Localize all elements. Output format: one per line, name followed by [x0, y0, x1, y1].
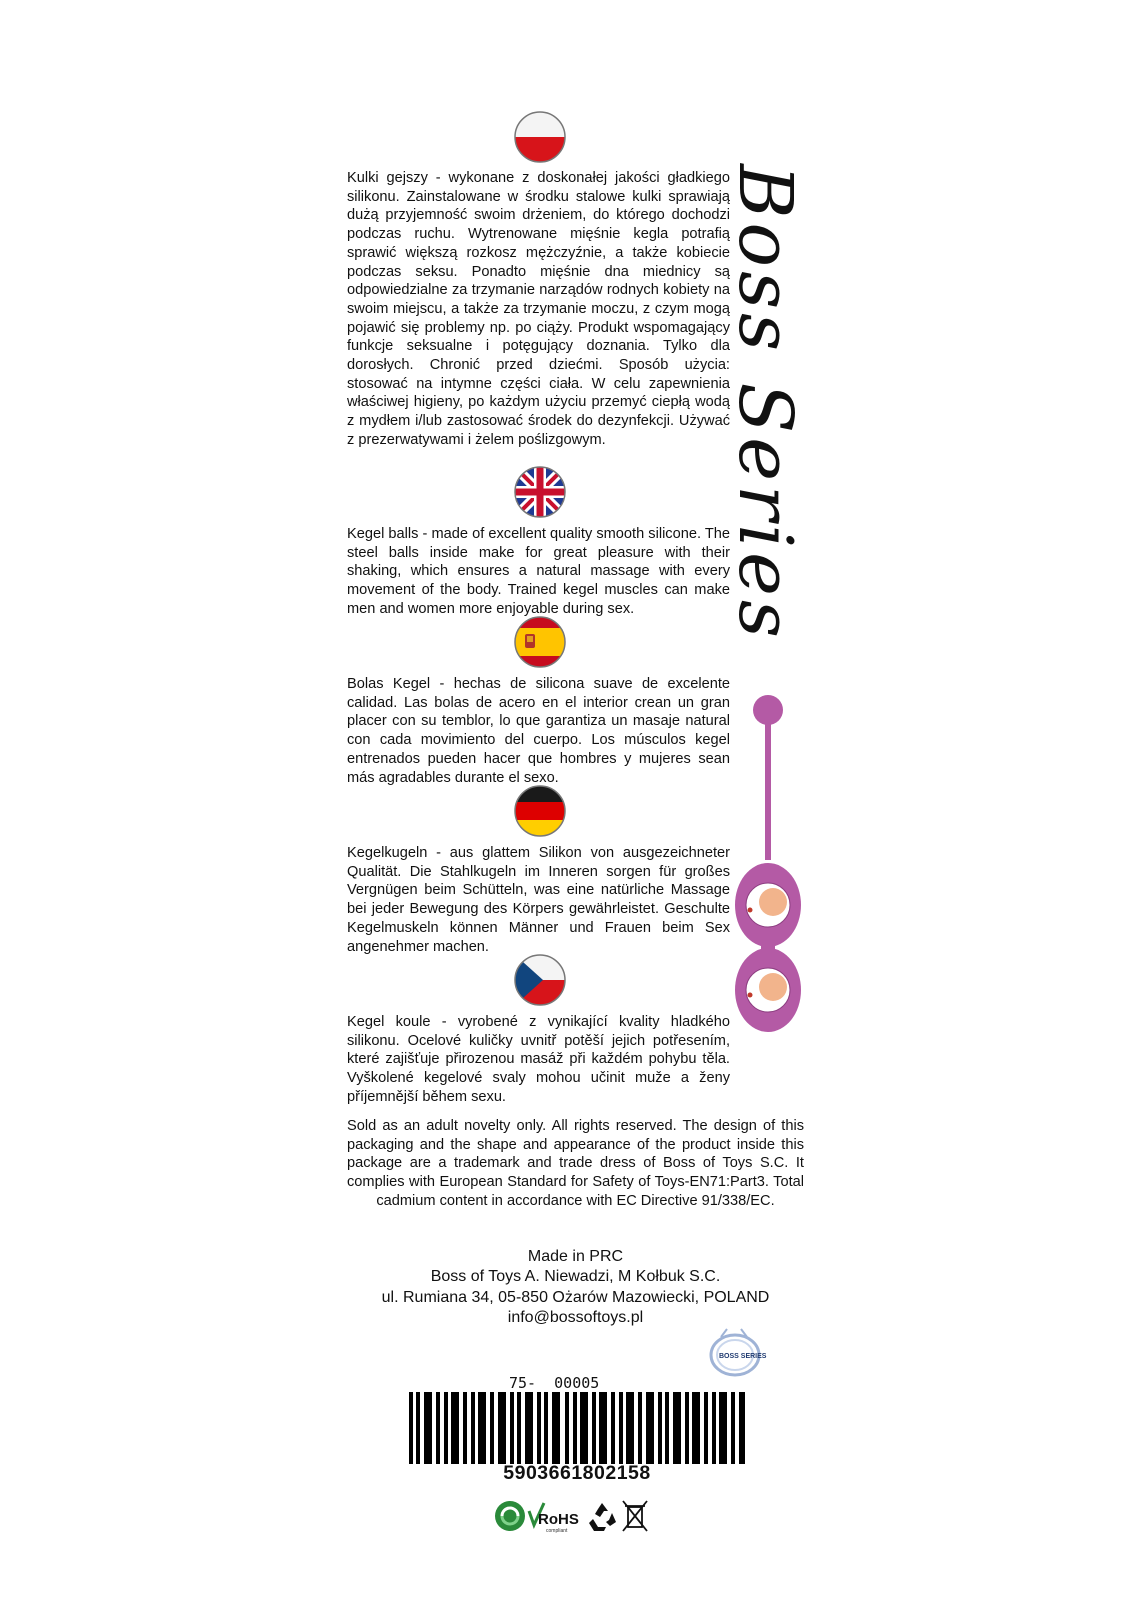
- spanish-description: Bolas Kegel - hechas de silicona suave de excelente calidad. Las bolas de acero en el interior crean un gran placer con su temblor, lo que garantiza un masaje natural con cada movimiento del cuerpo. Los músculos kegel entrenados pueden hacer que hombres y mujeres sean más agradables durante el sexo.: [347, 676, 730, 786]
- company-email: info@bossoftoys.pl: [507, 1308, 644, 1326]
- product-code: 75- 00005: [509, 1374, 600, 1392]
- english-description: Kegel balls - made of excellent quality smooth silicone. The steel balls inside make for great pleasure with their shaking, which ensures a natural massage with every movement of the body. Trained kegel muscles can make men and women more enjoyable during sex.: [347, 526, 730, 617]
- boss-series-small-logo: [707, 1325, 787, 1381]
- spain-flag-icon: [513, 615, 567, 669]
- recycle-icon: [589, 1503, 616, 1531]
- company-name: Boss of Toys A. Niewadzi, M Kołbuk S.C.: [430, 1268, 721, 1286]
- rohs-sub-label: compliant: [546, 1528, 568, 1534]
- czech-flag-icon: [513, 953, 567, 1007]
- german-description: Kegelkugeln - aus glattem Silikon von ausgezeichneter Qualität. Die Stahlkugeln im Inneren sorgen für großes Vergnügen beim Schütteln, was eine natürliche Massage bei jeder Bewegung des Körpers gewährleistet. Geschulte Kegelmuskeln können Männer und Frauen beim Sex angenehmer machen.: [347, 845, 730, 955]
- barcode-number: 5903661802158: [503, 1462, 651, 1484]
- uk-flag-icon: [513, 465, 567, 519]
- legal-notice: Sold as an adult novelty only. All rights reserved. The design of this packaging and the shape and appearance of the product inside this package are a trademark and trade dress of Boss of Toys S.C. It complies with European Standard for Safety of Toys-EN71:Part3. Total cadmium content in accordance with EC Directive 91/338/EC.: [347, 1118, 804, 1209]
- brand-name: Boss Series: [722, 164, 808, 642]
- company-address: ul. Rumiana 34, 05-850 Ożarów Mazowiecki, POLAND: [381, 1288, 770, 1306]
- certification-icons: [494, 1497, 654, 1535]
- small-logo-text: BOSS SERIES: [719, 1353, 767, 1360]
- weee-bin-icon: [623, 1501, 647, 1531]
- kegel-balls-illustration: [733, 690, 833, 1050]
- germany-flag-icon: [513, 784, 567, 838]
- brand-logo: [700, 164, 830, 642]
- rohs-icon: [529, 1503, 579, 1534]
- poland-flag-icon: [513, 110, 567, 164]
- made-in: Made in PRC: [527, 1248, 624, 1265]
- barcode: [409, 1392, 745, 1464]
- czech-description: Kegel koule - vyrobené z vynikající kvality hladkého silikonu. Ocelové kuličky uvnitř potěší jejich potřesením, které zajišťuje přirozenou masáž při každém pohybu těla. Vyškolené kegelové svaly mohou učinit muže a ženy příjemnější během sexu.: [347, 1014, 730, 1105]
- polish-description: Kulki gejszy - wykonane z doskonałej jakości gładkiego silikonu. Zainstalowane w środku stalowe kulki sprawiają dużą przyjemność swoim drżeniem, do którego dochodzi podczas ruchu. Wytrenowane mięśnie kegla potrafią sprawić większą rozkosz mężczyźnie, a także kobiecie podczas seksu. Ponadto mięśnie dna miednicy są odpowiedzialne za trzymanie narządów rodnych kobiety na swoim miejscu, a także za trzymanie moczu, z czym mogą pojawić się problemy np. po ciąży. Produkt wspomagający funkcje seksualne i potęgujący doznania. Tylko dla dorosłych. Chronić przed dziećmi. Sposób użycia: stosować na intymne części ciała. W celu zapewnienia właściwej higieny, po każdym użyciu przemyć ciepłą wodą z mydłem i/lub zastosować środek do dezynfekcji. Używać z prezerwatywami i żelem poślizgowym.: [347, 170, 730, 448]
- rohs-label: RoHS: [538, 1511, 579, 1528]
- manufacturer-info: [347, 1247, 804, 1328]
- green-dot-icon: [495, 1501, 525, 1531]
